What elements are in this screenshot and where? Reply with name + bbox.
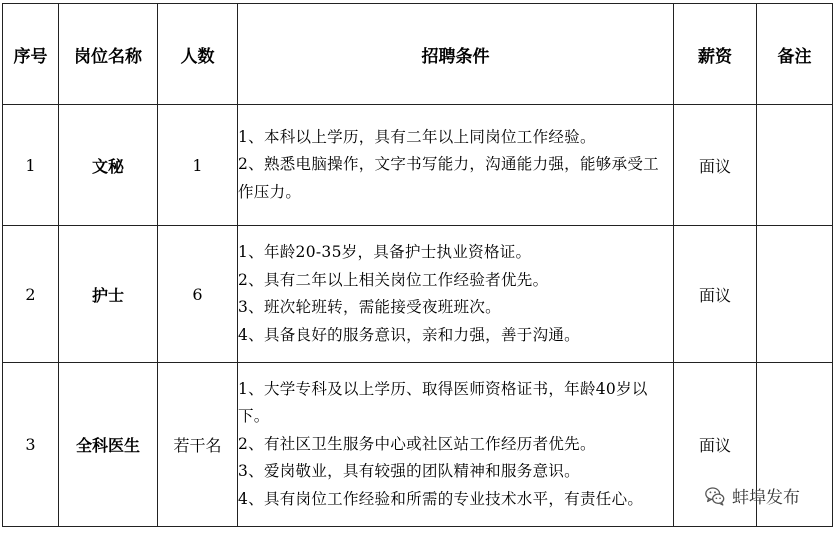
header-count: 人数 [158,4,238,105]
header-index: 序号 [3,4,59,105]
table-header-row [3,4,833,105]
requirement-item: 1、本科以上学历，具有二年以上同岗位工作经验。 [238,127,596,146]
row-index: 1 [3,105,59,226]
row-position: 文秘 [59,105,158,226]
row-count: 6 [158,226,238,363]
requirement-item: 2、具有二年以上相关岗位工作经验者优先。 [238,270,549,289]
row-remark [757,105,833,226]
requirement-item: 1、年龄20-35岁，具备护士执业资格证。 [238,243,532,261]
wechat-icon [704,485,726,507]
table-row [3,105,833,226]
requirement-item: 2、有社区卫生服务中心或社区站工作经历者优先。 [238,434,596,453]
row-remark [757,226,833,363]
header-position: 岗位名称 [59,4,158,105]
requirement-item: 4、具有岗位工作经验和所需的专业技术水平，有责任心。 [238,489,644,508]
row-requirements [238,363,674,527]
table-row [3,226,833,363]
row-count: 1 [158,105,238,226]
row-requirements [238,226,674,363]
row-salary: 面议 [674,226,757,363]
row-salary: 面议 [674,363,757,527]
requirement-item: 3、班次轮班转，需能接受夜班班次。 [238,298,501,316]
row-requirements [238,105,674,226]
row-count: 若干名 [158,363,238,527]
row-index: 2 [3,226,59,363]
requirement-item: 2、熟悉电脑操作，文字书写能力，沟通能力强，能够承受工作压力。 [238,155,659,201]
row-salary: 面议 [674,105,757,226]
header-requirements: 招聘条件 [238,4,674,105]
row-index: 3 [3,363,59,527]
row-position: 全科医生 [59,363,158,527]
watermark [704,483,800,508]
watermark-text: 蚌埠发布 [732,488,800,508]
requirement-item: 4、具备良好的服务意识，亲和力强，善于沟通。 [238,325,580,344]
header-salary: 薪资 [674,4,757,105]
header-remark: 备注 [757,4,833,105]
row-position: 护士 [59,226,158,363]
requirement-item: 1、大学专科及以上学历、取得医师资格证书，年龄40岁以下。 [238,379,648,426]
requirement-item: 3、爱岗敬业，具有较强的团队精神和服务意识。 [238,462,580,481]
recruitment-table [2,3,833,527]
